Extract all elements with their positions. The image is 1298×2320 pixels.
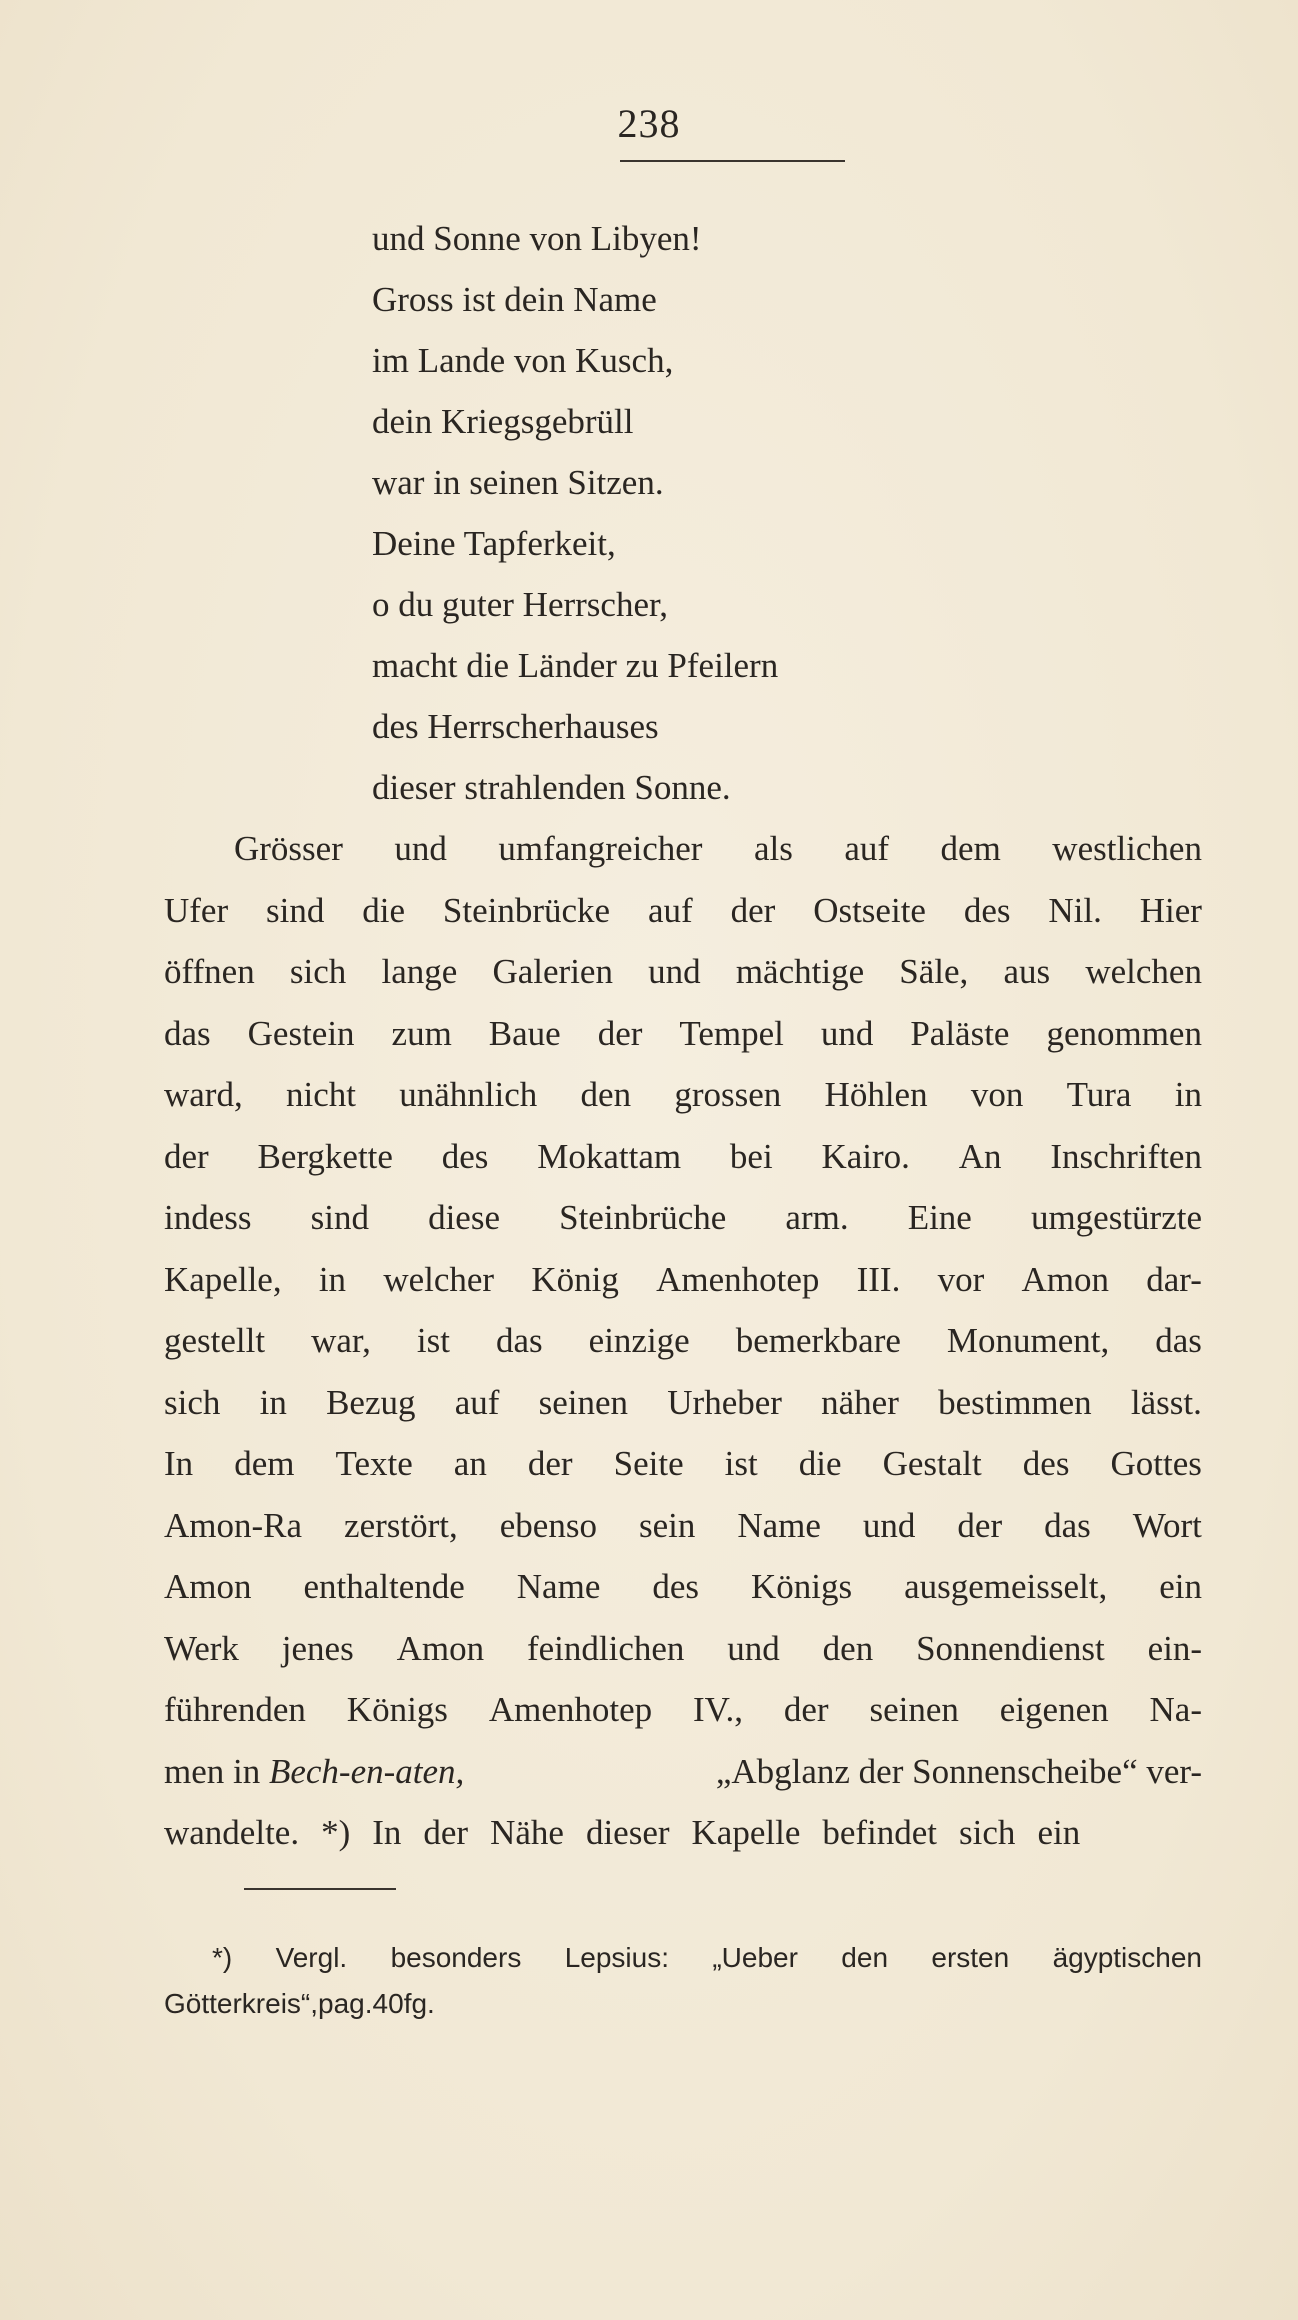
word: und <box>820 1013 874 1053</box>
word: als <box>753 829 793 868</box>
word: In <box>164 1444 194 1483</box>
body-line <box>164 1618 1202 1680</box>
body-line <box>164 1064 1202 1126</box>
word: das <box>164 1013 211 1053</box>
word: gestellt <box>164 1321 266 1360</box>
word: und <box>862 1505 916 1545</box>
king-name-italic: Bech-en-aten, <box>268 1751 465 1791</box>
word: Name <box>516 1567 601 1606</box>
word: fg. <box>403 1988 435 2019</box>
word: öffnen <box>164 952 255 991</box>
poem-line: o du guter Herrscher, <box>372 585 668 624</box>
word: das <box>496 1321 543 1360</box>
word: von <box>970 1075 1024 1114</box>
word: die <box>798 1444 842 1483</box>
word: Vergl. <box>275 1942 348 1973</box>
word: „Ueber <box>712 1942 798 1973</box>
word: Gestein <box>247 1013 355 1053</box>
word: ein <box>1159 1567 1202 1606</box>
word: Hier <box>1139 890 1202 930</box>
word: Königs <box>750 1567 853 1606</box>
word: zum <box>391 1013 452 1053</box>
word: in <box>259 1382 287 1422</box>
word: sich <box>164 1382 221 1422</box>
word: Eine <box>907 1198 972 1237</box>
poem-line: Gross ist dein Name <box>372 280 657 319</box>
footnote-line <box>164 1981 1202 2027</box>
word: umgestürzte <box>1030 1198 1202 1237</box>
word: Amenhotep <box>488 1690 653 1729</box>
body-line <box>164 1741 1202 1803</box>
word: seinen <box>538 1382 629 1422</box>
word: Amenhotep <box>656 1259 820 1299</box>
word: Säle, <box>899 952 969 991</box>
word: Na- <box>1149 1690 1202 1729</box>
footnote <box>164 1935 1202 2027</box>
word: Paläste <box>910 1013 1010 1053</box>
word: dieser <box>585 1813 670 1852</box>
word: *) <box>321 1813 351 1852</box>
poem-line: Deine Tapferkeit, <box>372 524 616 563</box>
word: bestimmen <box>938 1382 1092 1422</box>
word: dem <box>940 829 1001 868</box>
word: ein <box>1037 1813 1081 1852</box>
word: Amon <box>1021 1259 1109 1299</box>
word: Lepsius: <box>564 1942 669 1973</box>
body-line <box>164 1187 1202 1249</box>
body-paragraph <box>164 818 1202 1864</box>
word: Bergkette <box>257 1136 393 1176</box>
word: auf <box>648 890 693 930</box>
word: führenden <box>164 1690 306 1729</box>
header-rule <box>620 160 845 162</box>
poem-line: im Lande von Kusch, <box>372 341 674 380</box>
word: ausgemeisselt, <box>904 1567 1108 1606</box>
word: Tura <box>1066 1075 1132 1114</box>
word: war, <box>311 1321 371 1360</box>
word: sind <box>266 890 325 930</box>
footnote-line <box>164 1935 1202 1981</box>
word: das <box>1155 1321 1202 1360</box>
word: III. <box>856 1259 901 1299</box>
word: besonders <box>390 1942 522 1973</box>
word: das <box>1044 1505 1091 1545</box>
word: dar- <box>1146 1259 1202 1299</box>
word: unähnlich <box>399 1075 538 1114</box>
word: Gestalt <box>882 1444 982 1483</box>
word: dem <box>234 1444 295 1483</box>
word: lässt. <box>1130 1382 1202 1422</box>
word: Amon <box>164 1567 252 1606</box>
word: diese <box>428 1198 500 1237</box>
word: der <box>164 1136 209 1176</box>
word: Königs <box>346 1690 448 1729</box>
page-number: 238 <box>617 101 681 146</box>
word: Ufer <box>164 890 229 930</box>
word: Kapelle <box>691 1813 801 1852</box>
word: wandelte. <box>164 1813 300 1852</box>
word: Werk <box>164 1628 239 1668</box>
word: genommen <box>1046 1013 1202 1053</box>
word: Urheber <box>667 1382 782 1422</box>
word: pag. <box>318 1988 373 2019</box>
word: der <box>597 1013 643 1053</box>
word: der <box>783 1690 829 1729</box>
word: aus <box>1003 952 1051 991</box>
body-line <box>164 1003 1202 1065</box>
word: grossen <box>674 1075 782 1114</box>
word: des <box>1022 1444 1070 1483</box>
word: die <box>362 890 406 930</box>
word: ägyptischen <box>1052 1942 1202 1973</box>
word: sein <box>638 1505 696 1545</box>
word: des <box>963 890 1011 930</box>
word: 40 <box>372 1988 404 2019</box>
word: bemerkbare <box>735 1321 901 1360</box>
word: den <box>580 1075 632 1114</box>
word: Baue <box>488 1013 561 1053</box>
word: In <box>372 1813 402 1852</box>
word: westlichen <box>1052 829 1202 868</box>
word: Gottes <box>1110 1444 1202 1483</box>
poem-line: des Herrscherhauses <box>372 707 659 746</box>
body-line <box>164 1679 1202 1741</box>
word: Tempel <box>679 1013 784 1053</box>
poem-line: und Sonne von Libyen! <box>372 219 702 258</box>
poem-line: war in seinen Sitzen. <box>372 463 664 502</box>
word: Bezug <box>326 1382 416 1422</box>
word: welcher <box>383 1259 495 1299</box>
word: enthaltende <box>303 1567 465 1606</box>
word: an <box>453 1444 487 1483</box>
word: des <box>652 1567 699 1606</box>
body-line <box>164 941 1202 1003</box>
word: Seite <box>613 1444 684 1483</box>
body-line <box>164 1372 1202 1434</box>
word: Nil. <box>1048 890 1102 930</box>
word: den <box>841 1942 889 1973</box>
word: Inschriften <box>1050 1136 1202 1176</box>
word: welchen <box>1085 952 1202 991</box>
word: der <box>527 1444 573 1483</box>
body-line <box>164 1495 1202 1557</box>
body-line-lead: men in <box>164 1751 269 1791</box>
word: der <box>423 1813 469 1852</box>
word: und <box>648 952 701 991</box>
footnote-rule <box>244 1888 396 1890</box>
word: lange <box>381 952 458 991</box>
word: nicht <box>285 1075 356 1114</box>
word: *) <box>212 1942 233 1973</box>
word: indess <box>164 1198 252 1237</box>
word: arm. <box>785 1198 849 1237</box>
word: Wort <box>1132 1505 1202 1545</box>
word: Texte <box>335 1444 413 1483</box>
poem-line: macht die Länder zu Pfeilern <box>372 646 779 685</box>
word: der <box>730 890 776 930</box>
word: ist <box>724 1444 758 1483</box>
word: den <box>822 1628 874 1668</box>
word: König <box>531 1259 619 1299</box>
word: sich <box>959 1813 1016 1852</box>
word: umfangreicher <box>498 829 703 868</box>
word: mächtige <box>735 952 865 991</box>
word: ein- <box>1147 1628 1202 1668</box>
word: Amon-Ra <box>164 1505 303 1545</box>
word: sind <box>310 1198 369 1237</box>
word: seinen <box>869 1690 959 1729</box>
body-line <box>164 818 1202 880</box>
word: Ostseite <box>813 890 926 930</box>
word: Sonnendienst <box>916 1628 1105 1668</box>
word: in <box>318 1259 347 1299</box>
word: An <box>958 1136 1002 1176</box>
body-line <box>164 880 1202 942</box>
body-line <box>164 1249 1202 1311</box>
body-line-tail: „Abglanz der Sonnenscheibe“ ver- <box>715 1751 1202 1791</box>
word: ward, <box>164 1075 243 1114</box>
word: Kapelle, <box>164 1259 282 1299</box>
body-line <box>164 1126 1202 1188</box>
word: eigenen <box>999 1690 1109 1729</box>
word: auf <box>454 1382 500 1422</box>
word: der <box>957 1505 1003 1545</box>
word: einzige <box>588 1321 690 1360</box>
word: zerstört, <box>344 1505 458 1545</box>
word: bei <box>729 1136 773 1176</box>
word: auf <box>844 829 890 868</box>
poem-line: dieser strahlenden Sonne. <box>372 768 731 807</box>
word: Galerien <box>492 952 613 991</box>
word: in <box>1174 1075 1202 1114</box>
word: Götterkreis“, <box>164 1988 319 2019</box>
body-line <box>164 1433 1202 1495</box>
word: Amon <box>396 1628 485 1668</box>
word: näher <box>821 1382 899 1422</box>
word: IV., <box>693 1690 743 1729</box>
word: ist <box>416 1321 450 1360</box>
body-line <box>164 1310 1202 1372</box>
word: Steinbrüche <box>559 1198 727 1237</box>
word: und <box>394 829 447 868</box>
word: sich <box>289 952 347 991</box>
word: Grösser <box>234 829 343 868</box>
word: jenes <box>281 1628 354 1668</box>
word: ebenso <box>499 1505 597 1545</box>
word: Monument, <box>946 1321 1110 1360</box>
word: des <box>441 1136 489 1176</box>
word: und <box>727 1628 780 1668</box>
poem-line: dein Kriegsgebrüll <box>372 402 634 441</box>
word: feindlichen <box>526 1628 685 1668</box>
word: Nähe <box>490 1813 564 1852</box>
word: Mokattam <box>537 1136 682 1176</box>
word: ersten <box>931 1942 1010 1973</box>
word: Name <box>737 1505 821 1545</box>
word: Höhlen <box>824 1075 928 1114</box>
body-line <box>164 1556 1202 1618</box>
word: vor <box>937 1259 985 1299</box>
body-line <box>164 1802 1202 1864</box>
body-line-segment <box>164 1741 464 1803</box>
word: befindet <box>822 1813 938 1852</box>
poem-block <box>372 208 778 818</box>
word: Steinbrücke <box>442 890 611 930</box>
word: Kairo. <box>821 1136 910 1176</box>
